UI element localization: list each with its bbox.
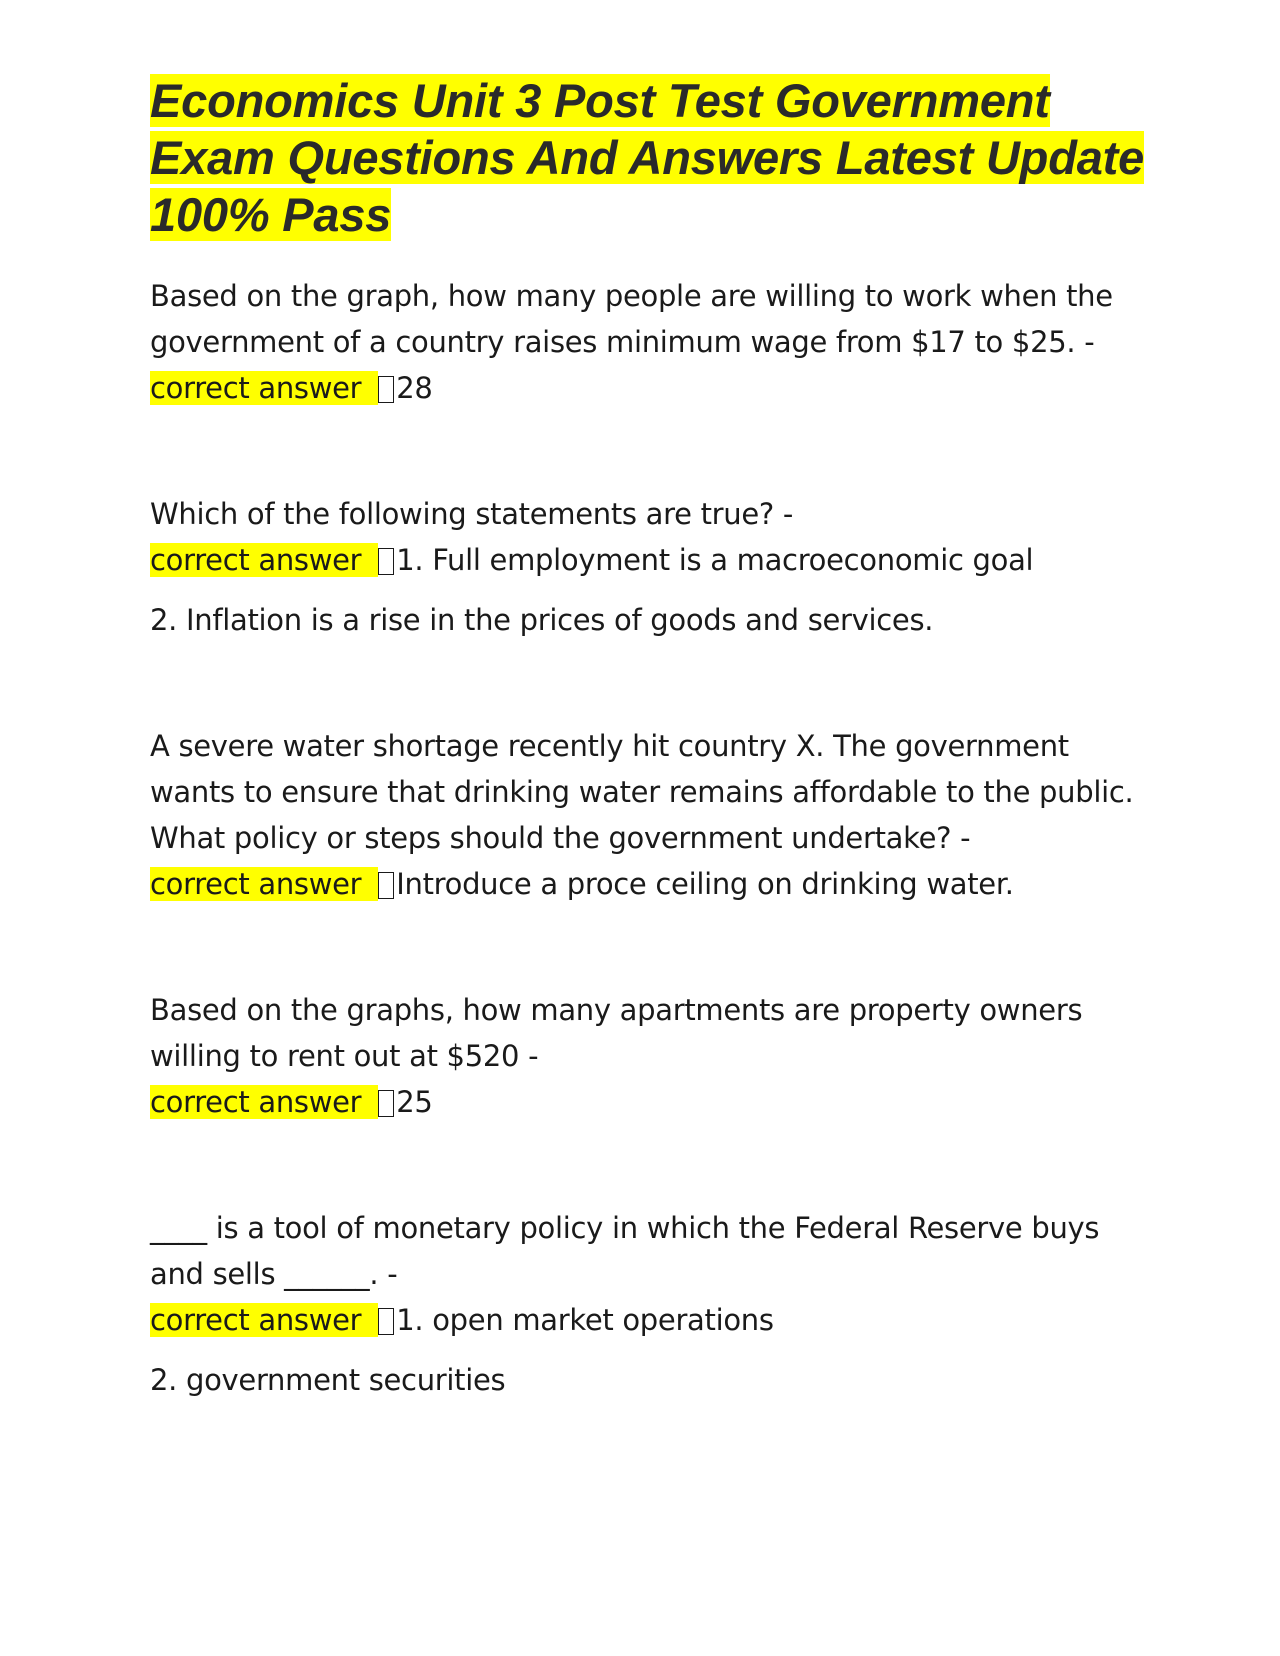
document-page [150, 72, 1150, 1403]
answer-label: correct answer [150, 1085, 378, 1119]
question-text: Based on the graph, how many people are willing to work when the government of a country raises minimum wage from $17 to $25. - [150, 279, 1113, 359]
checkbox-glyph-icon [378, 376, 394, 403]
answer-line [150, 1079, 1150, 1125]
answer-text: 28 [396, 371, 433, 405]
answer-extra: 2. Inflation is a rise in the prices of goods and services. [150, 603, 934, 637]
qa-item-2 [150, 491, 1150, 643]
answer-line [150, 365, 1150, 411]
answer-line [150, 537, 1150, 583]
qa-item-3 [150, 723, 1150, 907]
question-text: Based on the graphs, how many apartments are property owners willing to rent out at $520 - [150, 993, 1083, 1073]
document-title-text: Economics Unit 3 Post Test Government Exam Questions And Answers Latest Update 100% Pass [150, 74, 1145, 241]
document-title [150, 72, 1150, 243]
question-text: A severe water shortage recently hit country X. The government wants to ensure that drinking water remains affordable to the public. What policy or steps should the government undertake? - [150, 729, 1134, 855]
answer-label: correct answer [150, 1303, 378, 1337]
checkbox-glyph-icon [378, 1090, 394, 1117]
question-text: ____ is a tool of monetary policy in which the Federal Reserve buys and sells ______. - [150, 1211, 1100, 1291]
checkbox-glyph-icon [378, 872, 394, 899]
answer-extra: 2. government securities [150, 1363, 506, 1397]
answer-line [150, 861, 1150, 907]
question-text: Which of the following statements are true? - [150, 497, 794, 531]
answer-label: correct answer [150, 371, 378, 405]
checkbox-glyph-icon [378, 1308, 394, 1335]
answer-text: Introduce a proce ceiling on drinking water. [396, 867, 1014, 901]
answer-label: correct answer [150, 867, 378, 901]
qa-item-5 [150, 1205, 1150, 1403]
answer-line [150, 1297, 1150, 1343]
qa-item-1 [150, 273, 1150, 411]
answer-text: 25 [396, 1085, 433, 1119]
qa-item-4 [150, 987, 1150, 1125]
answer-label: correct answer [150, 543, 378, 577]
answer-text: 1. Full employment is a macroeconomic goal [396, 543, 1034, 577]
answer-text: 1. open market operations [396, 1303, 774, 1337]
checkbox-glyph-icon [378, 548, 394, 575]
